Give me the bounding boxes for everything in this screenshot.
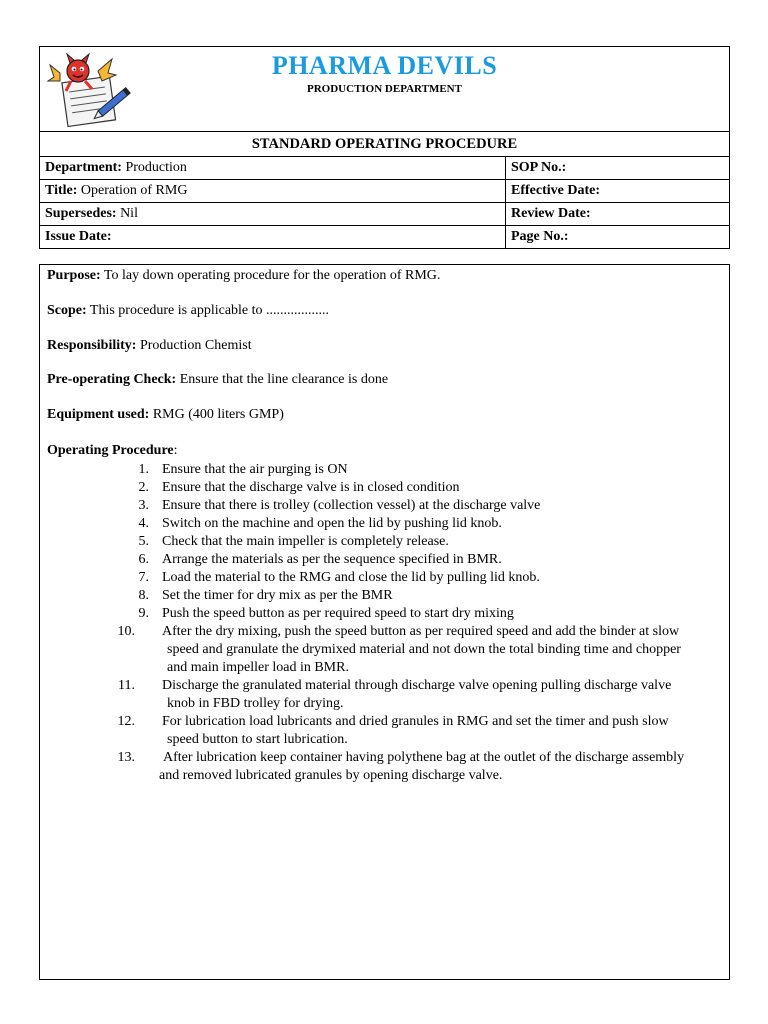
step-text: and removed lubricated granules by opening discharge valve. [159,768,503,783]
precheck-label: Pre-operating Check: [47,372,177,387]
step-text: For lubrication load lubricants and dried granules in RMG and set the timer and push slow [162,714,669,729]
equipment-label: Equipment used: [47,407,150,422]
procedure-step [40,569,729,587]
header-box [39,46,730,132]
procedure-step [40,497,729,515]
procedure-step [40,677,729,713]
procedure-step [40,623,729,677]
step-text: Check that the main impeller is completely release. [162,534,449,549]
meta-row-department [40,157,730,180]
review-date-label: Review Date: [511,206,591,221]
step-text: Load the material to the RMG and close the lid by pulling lid knob. [162,570,540,585]
procedure-step [40,551,729,569]
step-text: speed and granulate the drymixed material and not down the total binding time and chopper [167,642,681,657]
procedure-step [40,713,729,749]
step-number: 11. [118,678,135,693]
procedure-step [40,461,729,479]
step-number: 6. [138,552,149,567]
department-heading: PRODUCTION DEPARTMENT [307,83,462,95]
step-number: 4. [138,516,149,531]
responsibility-text: Production Chemist [136,338,252,353]
title-value: Operation of RMG [77,183,188,198]
purpose-text: To lay down operating procedure for the operation of RMG. [100,268,441,283]
sop-no-label: SOP No.: [511,160,567,175]
procedure-step [40,515,729,533]
step-text: After lubrication keep container having polythene bag at the outlet of the discharge assembly [163,750,685,765]
precheck-text: Ensure that the line clearance is done [176,372,389,387]
step-text: Ensure that there is trolley (collection vessel) at the discharge valve [162,498,541,513]
supersedes-value: Nil [116,206,138,221]
company-name: PHARMA DEVILS [271,51,498,80]
step-number: 8. [138,588,149,603]
equipment-text: RMG (400 liters GMP) [149,407,284,422]
effective-date-label: Effective Date: [511,183,601,198]
step-number: 3. [138,498,149,513]
precheck-line [47,372,388,388]
step-number: 5. [138,534,149,549]
step-number: 2. [138,480,149,495]
procedure-step [40,533,729,551]
department-value: Production [121,160,187,175]
step-text: speed button to start lubrication. [167,732,348,747]
scope-text: This procedure is applicable to .................. [86,303,330,318]
procedure-heading [47,443,178,459]
step-text: and main impeller load in BMR. [167,660,349,675]
step-text: Switch on the machine and open the lid by pushing lid knob. [162,516,502,531]
purpose-label: Purpose: [47,268,101,283]
step-text: Discharge the granulated material through discharge valve opening pulling discharge valve [162,678,672,693]
step-text: Set the timer for dry mix as per the BMR [162,588,393,603]
procedure-colon: : [173,443,178,458]
procedure-step [40,587,729,605]
procedure-label: Operating Procedure [47,443,174,458]
step-number: 1. [138,462,149,477]
step-text: Ensure that the discharge valve is in closed condition [162,480,460,495]
scope-line [47,303,329,319]
step-number: 9. [138,606,149,621]
step-text: After the dry mixing, push the speed button as per required speed and add the binder at slow [162,624,680,639]
equipment-line [47,407,284,423]
scope-label: Scope: [47,303,87,318]
step-number: 12. [117,714,135,729]
step-number: 10. [117,624,135,639]
step-number: 7. [138,570,149,585]
procedure-list [40,461,729,785]
step-text: Push the speed button as per required speed to start dry mixing [162,606,514,621]
procedure-step [40,479,729,497]
responsibility-line [47,338,252,354]
responsibility-label: Responsibility: [47,338,137,353]
meta-row-issue-date [40,226,730,249]
purpose-line [47,268,440,284]
step-text: knob in FBD trolley for drying. [167,696,344,711]
sop-title-bar: STANDARD OPERATING PROCEDURE [40,132,730,157]
title-label: Title: [45,183,78,198]
step-text: Ensure that the air purging is ON [162,462,348,477]
meta-row-title [40,180,730,203]
sop-meta-table [39,131,730,249]
meta-row-supersedes [40,203,730,226]
issue-date-label: Issue Date: [45,229,112,244]
department-label: Department: [45,160,122,175]
supersedes-label: Supersedes: [45,206,117,221]
procedure-step [40,749,729,785]
procedure-step [40,605,729,623]
step-text: Arrange the materials as per the sequence specified in BMR. [162,552,502,567]
step-number: 13. [117,750,135,765]
procedure-body [39,264,730,980]
page-no-label: Page No.: [511,229,569,244]
